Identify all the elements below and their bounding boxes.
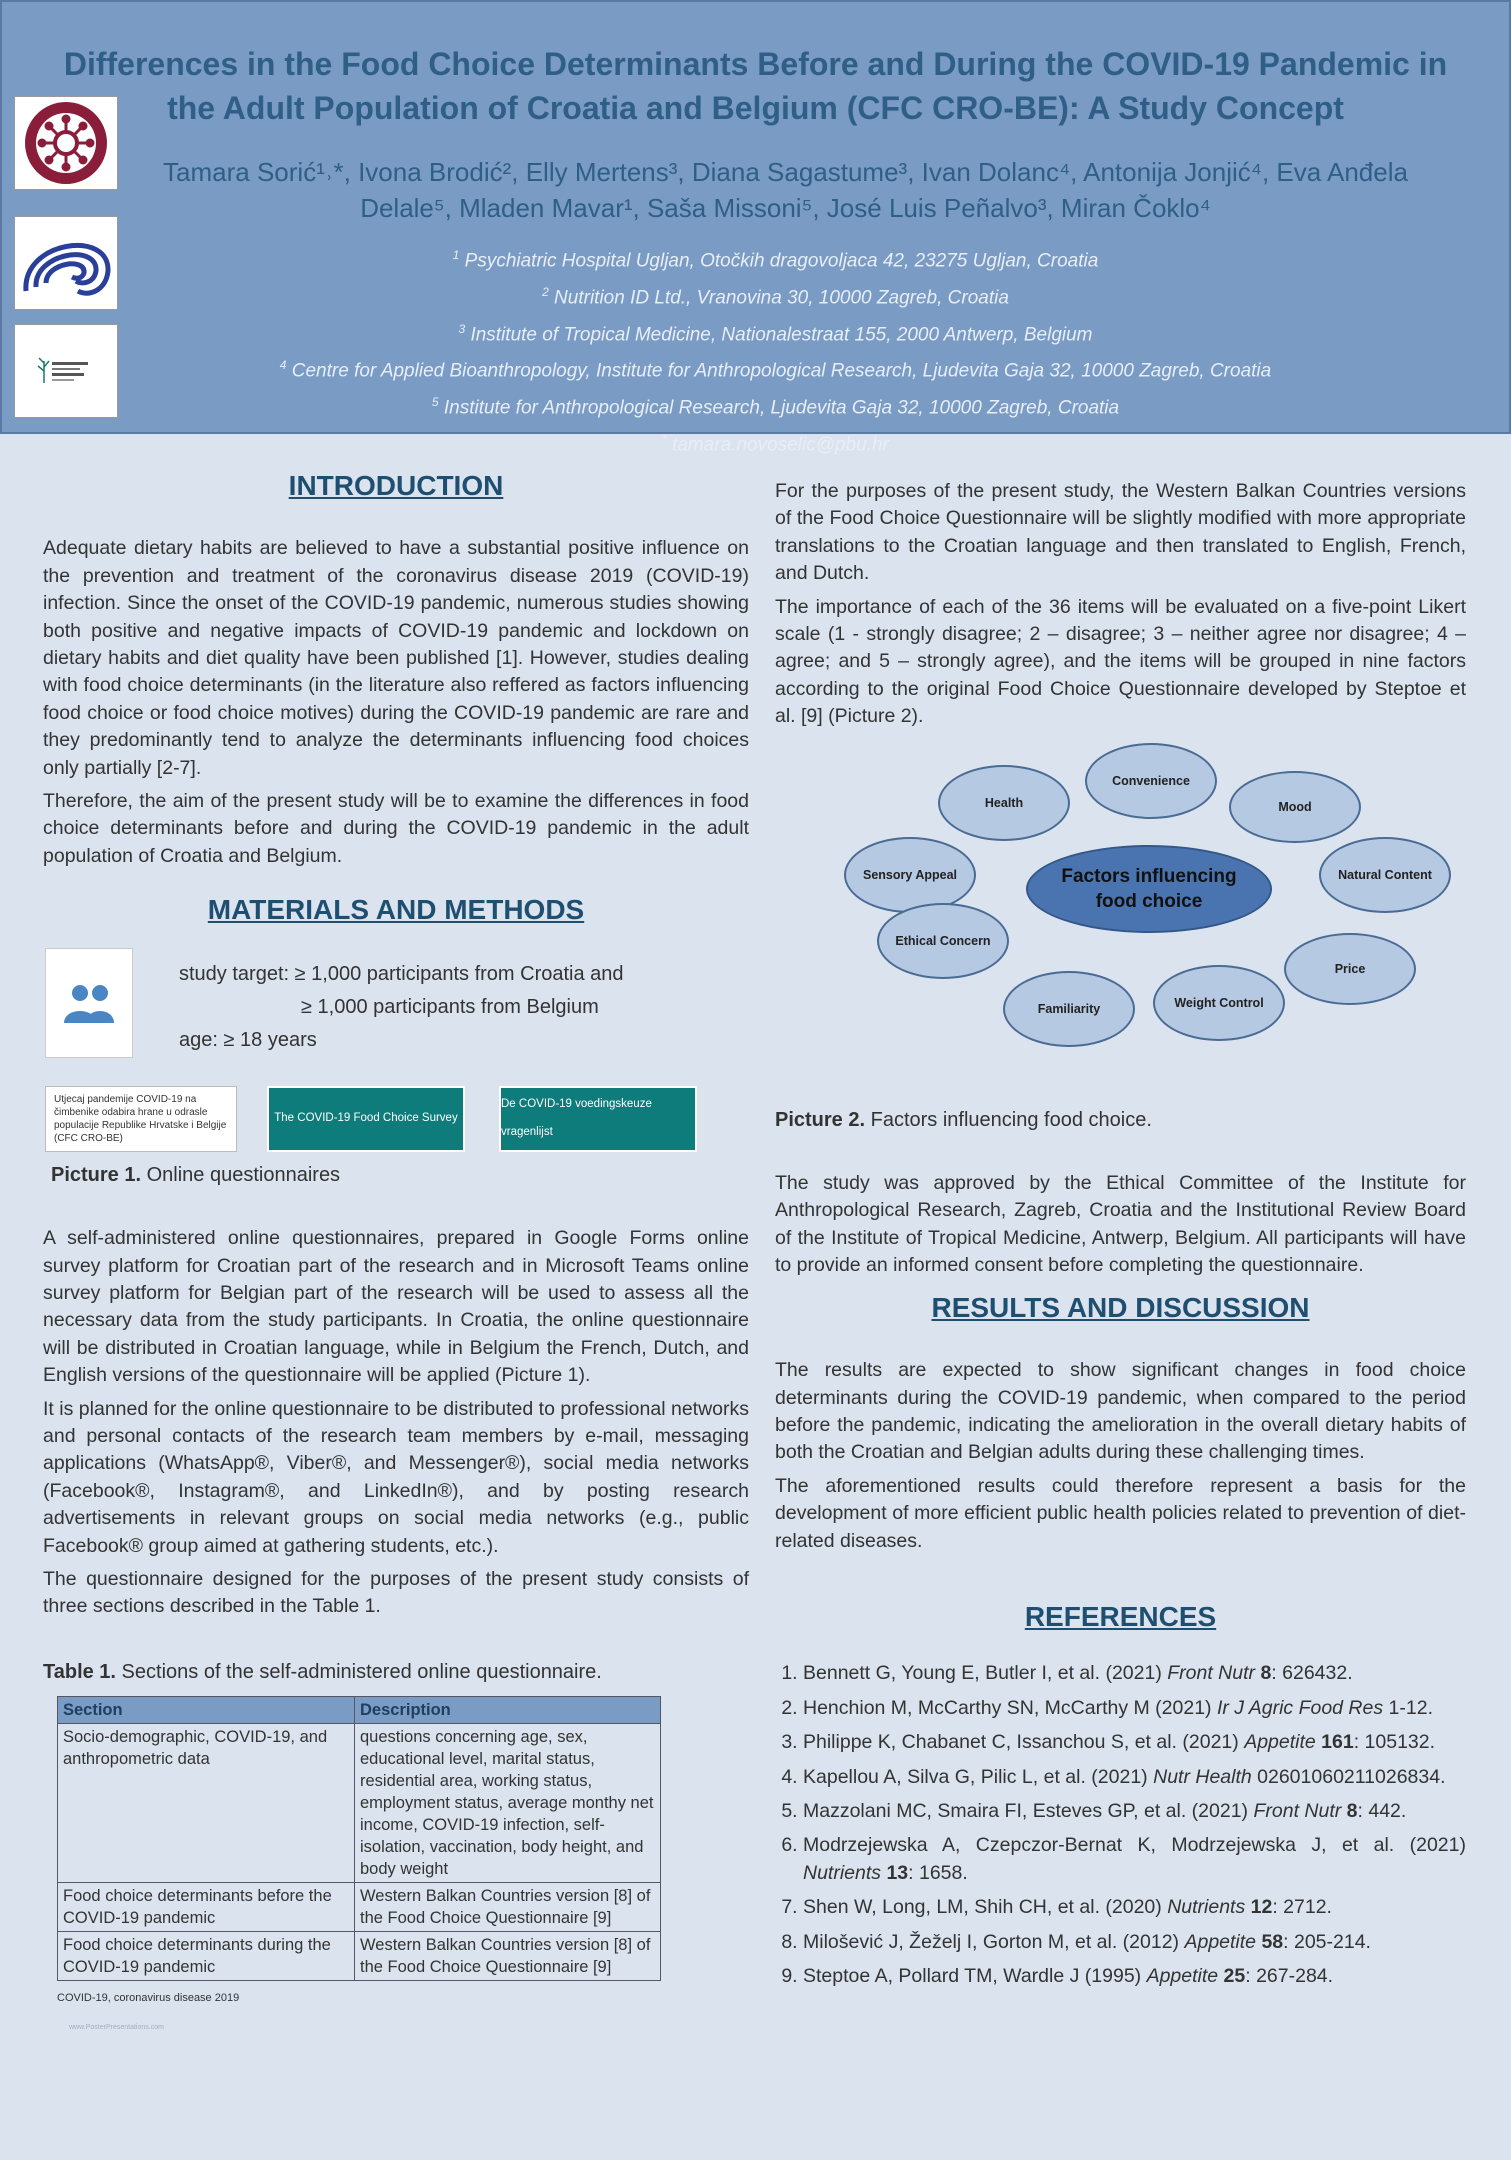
corresponding-email: * tamara.novoselic@pbu.hr	[662, 432, 889, 456]
results-heading: RESULTS AND DISCUSSION	[931, 1291, 1310, 1323]
affiliation-3: $^3$ Institute of Tropical Medicine, Nationalestraat 155, 2000 Antwerp, Belgium	[458, 321, 1093, 345]
list-item: 3. Philippe K, Chabanet C, Issanchou S, et al. (2021) Appetite 161: 105132.	[803, 1729, 1466, 1756]
table-cell: Socio-demographic, COVID-19, and anthropometric data	[58, 1724, 355, 1883]
authors-line-2: Delale⁵, Mladen Mavar¹, Saša Missoni⁵, José Luis Peñalvo³, Miran Čoklo⁴	[360, 193, 1211, 223]
list-item: 1. Bennett G, Young E, Butler I, et al. (2021) Front Nutr 8: 626432.	[803, 1660, 1466, 1687]
methods-heading: MATERIALS AND METHODS	[207, 894, 585, 926]
intro-paragraph-2: Therefore, the aim of the present study will be to examine the differences in food choice determinants before and during the COVID-19 pandemic in the adult population of Croatia and Belgium.	[43, 790, 749, 867]
authors-line-1: Tamara Sorić¹˒*, Ivona Brodić², Elly Mertens³, Diana Sagastume³, Ivan Dolanc⁴, Antonija Jonjić⁴, Eva Anđela	[163, 157, 1408, 187]
english-questionnaire-thumb: The COVID-19 Food Choice Survey	[267, 1086, 465, 1152]
author-list	[122, 154, 1449, 226]
ethics-paragraph: The study was approved by the Ethical Committee of the Institute for Anthropological Research, Zagreb, Croatia and the Institutional Review Board of the Institute of Tropical Medicine, Antwerp, Belgium. All participants will have to provide an informed consent before completing the questionnaire.	[775, 1172, 1466, 1277]
participants-tile	[45, 948, 133, 1058]
center-factors-node: Factors influencing food choice	[1026, 845, 1272, 933]
affiliation-2: $^2$ Nutrition ID Ltd., Vranovina 30, 10000 Zagreb, Croatia	[542, 284, 1009, 309]
croatian-questionnaire-thumb: Utjecaj pandemije COVID-19 na čimbenike odabira hrane u odrasle populacije Republike Hrvatske i Belgije (CFC CRO-BE)	[45, 1086, 237, 1152]
methods-continued-paragraph-1: For the purposes of the present study, the Western Balkan Countries versions of the Food Choice Questionnaire will be slightly modified with more appropriate translations to the Croatian language and then translated to English, French, and Dutch.	[775, 480, 1466, 585]
table-cell: Western Balkan Countries version [8] of the Food Choice Questionnaire [9]	[355, 1932, 661, 1981]
factor-familiarity: Familiarity	[1003, 971, 1135, 1047]
results-paragraph-2: The aforementioned results could therefore represent a basis for the development of more efficient public health policies related to prevention of diet-related diseases.	[775, 1474, 1466, 1552]
table-note: COVID-19, coronavirus disease 2019	[57, 1992, 240, 2005]
bioanthropology-logo	[14, 96, 118, 190]
list-item: 7. Shen W, Long, LM, Shih CH, et al. (2020) Nutrients 12: 2712.	[803, 1894, 1466, 1921]
intro-paragraph-1: Adequate dietary habits are believed to have a substantial positive influence on the prevention and treatment of the coronavirus disease 2019 (COVID-19) infection. Since the onset of the COVID-19 pandemic, numerous studies showing both positive and negative impacts of COVID-19 pandemic and lockdown on dietary habits and diet quality have been published [1]. However, studies dealing with food choice determinants (in the literature also reffered as factors influencing food choice or food choice motives) during the COVID-19 pandemic are rare and they predominantly tend to analyze the determinants influencing food choices only partially [2-7].	[43, 537, 749, 779]
methods-continued-paragraph-2: The importance of each of the 36 items will be evaluated on a five-point Likert scale (1 - strongly disagree; 2 – disagree; 3 – neither agree nor disagree; 4 – agree; and 5 – strongly agree), and the items will be grouped in nine factors according to the original Food Choice Questionnaire developed by Steptoe et al. [9] (Picture 2).	[775, 595, 1466, 728]
affiliation-4: $^4$ Centre for Applied Bioanthropology, Institute for Anthropological Research, Ljudevita Gaja 32, 10000 Zagreb, Croatia	[279, 358, 1272, 382]
table-1-caption: Table 1. Sections of the self-administered online questionnaire.	[43, 1660, 602, 1683]
questionnaire-thumbnails	[43, 1086, 749, 1162]
picture-2-caption: Picture 2. Factors influencing food choice.	[775, 1108, 1152, 1131]
itm-logo	[14, 324, 118, 418]
target-belgium: ≥ 1,000 participants from Belgium	[301, 995, 599, 1018]
target-croatia: study target: ≥ 1,000 participants from Croatia and	[179, 962, 624, 985]
factor-convenience: Convenience	[1085, 743, 1217, 819]
age-criterion: age: ≥ 18 years	[179, 1028, 317, 1051]
table-cell: Food choice determinants before the COVID-19 pandemic	[58, 1883, 355, 1932]
footer-watermark: www.PosterPresentations.com	[69, 2024, 164, 2032]
table-row	[58, 1883, 661, 1932]
factors-diagram	[775, 739, 1466, 1107]
nutrition-id-logo	[14, 216, 118, 310]
list-item: 6. Modrzejewska A, Czepczor-Bernat K, Modrzejewska J, et al. (2021) Nutrients 13: 1658.	[803, 1832, 1466, 1887]
table-header-row	[58, 1697, 661, 1724]
list-item: 8. Milošević J, Žeželj I, Gorton M, et al. (2012) Appetite 58: 205-214.	[803, 1929, 1466, 1956]
factor-ethical-concern: Ethical Concern	[877, 903, 1009, 979]
list-item: 9. Steptoe A, Pollard TM, Wardle J (1995) Appetite 25: 267-284.	[803, 1963, 1466, 1990]
factor-price: Price	[1284, 933, 1416, 1005]
affiliation-1: $^1$ Psychiatric Hospital Ugljan, Otočkih dragovoljaca 42, 23275 Ugljan, Croatia	[452, 248, 1099, 272]
table-header-description: Description	[355, 1697, 661, 1724]
references-heading: REFERENCES	[1024, 1600, 1217, 1632]
affiliation-list	[102, 240, 1449, 461]
poster-title: Differences in the Food Choice Determinants Before and During the COVID-19 Pandemic in the Adult Population of Croatia and Belgium (CFC CRO-BE): A Study Concept	[63, 46, 1448, 126]
methods-paragraph-2: It is planned for the online questionnaire to be distributed to professional networks and personal contacts of the research team members by e-mail, messaging applications (WhatsApp®, Viber®, and Messenger®), social media networks (Facebook®, Instagram®, and LinkedIn®), and by posting research advertisements in relevant groups on social media networks (e.g., public Facebook® group aimed at gathering students, etc.).	[43, 1397, 749, 1557]
methods-paragraph-1: A self-administered online questionnaires, prepared in Google Forms online survey platform for Croatian part of the research and in Microsoft Teams online survey platform for Belgian part of the research will be used to assess all the necessary data from the study participants. In Croatia, the online questionnaire will be distributed in Croatian language, while in Belgium the French, Dutch, and English versions of the questionnaire will be applied (Picture 1).	[43, 1227, 749, 1387]
poster-header	[0, 0, 1511, 456]
list-item: 5. Mazzolani MC, Smaira FI, Esteves GP, et al. (2021) Front Nutr 8: 442.	[803, 1798, 1466, 1825]
brain-swirl-icon	[18, 221, 114, 305]
right-column	[775, 478, 1466, 1997]
left-column	[43, 472, 749, 2032]
affiliation-5: $^5$ Institute for Anthropological Research, Ljudevita Gaja 32, 10000 Zagreb, Croatia	[431, 395, 1120, 419]
table-header-section: Section	[58, 1697, 355, 1724]
factor-sensory-appeal: Sensory Appeal	[844, 837, 976, 913]
factor-natural-content: Natural Content	[1319, 837, 1451, 913]
itm-tree-icon	[36, 353, 96, 389]
table-row	[58, 1932, 661, 1981]
reference-list	[775, 1660, 1466, 1990]
picture-1-caption: Picture 1. Online questionnaires	[51, 1163, 341, 1186]
study-target-block	[43, 948, 749, 1060]
results-paragraph-1: The results are expected to show significant changes in food choice determinants during the COVID-19 pandemic, when compared to the period before the pandemic, indicating the amelioration in the overall dietary habits of both the Croatian and Belgian adults during these challenging times.	[775, 1359, 1466, 1464]
introduction-heading: INTRODUCTION	[288, 470, 504, 501]
table-row	[58, 1724, 661, 1883]
list-item: 4. Kapellou A, Silva G, Pilic L, et al. (2021) Nutr Health 02601060211026834.	[803, 1764, 1466, 1791]
study-target-text	[179, 958, 624, 1057]
methods-paragraph-3: The questionnaire designed for the purposes of the present study consists of three sections described in the Table 1.	[43, 1567, 749, 1618]
table-cell: Western Balkan Countries version [8] of the Food Choice Questionnaire [9]	[355, 1883, 661, 1932]
table-cell: Food choice determinants during the COVID-19 pandemic	[58, 1932, 355, 1981]
dutch-questionnaire-thumb: De COVID-19 voedingskeuze vragenlijst	[499, 1086, 697, 1152]
factor-mood: Mood	[1229, 771, 1361, 843]
bioanthropology-seal-icon	[23, 100, 109, 186]
questionnaire-sections-table	[57, 1696, 661, 1981]
people-icon	[62, 981, 116, 1025]
list-item: 2. Henchion M, McCarthy SN, McCarthy M (2021) Ir J Agric Food Res 1-12.	[803, 1695, 1466, 1722]
factor-health: Health	[938, 765, 1070, 841]
factor-weight-control: Weight Control	[1153, 965, 1285, 1041]
table-cell: questions concerning age, sex, educational level, marital status, residential area, working status, employment status, average monthy net income, COVID-19 infection, self-isolation, vaccination, body height, and body weight	[355, 1724, 661, 1883]
